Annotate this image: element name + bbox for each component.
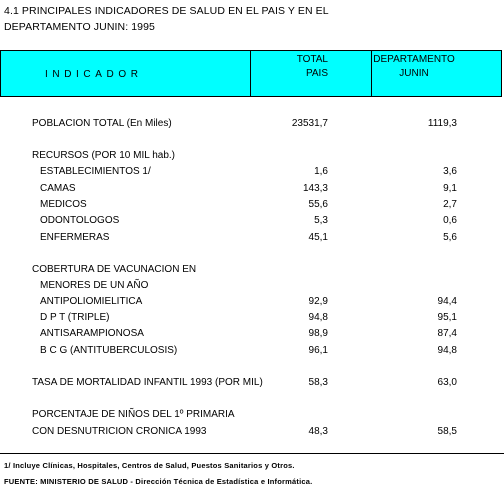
row-junin: 87,4 bbox=[437, 328, 457, 339]
row-junin: 95,1 bbox=[437, 312, 457, 323]
row-junin: 94,4 bbox=[437, 296, 457, 307]
row-label: D P T (TRIPLE) bbox=[40, 312, 110, 323]
table-row bbox=[0, 278, 504, 294]
row-label: CAMAS bbox=[40, 183, 76, 194]
row-junin: 2,7 bbox=[443, 199, 457, 210]
row-total-pais: 58,3 bbox=[308, 377, 328, 388]
row-label: ESTABLECIMIENTOS 1/ bbox=[40, 166, 151, 177]
row-total-pais: 1,6 bbox=[314, 166, 328, 177]
header-total-line-1: TOTAL bbox=[296, 54, 328, 65]
row-junin: 94,8 bbox=[437, 345, 457, 356]
row-junin: 9,1 bbox=[443, 183, 457, 194]
row-junin: 5,6 bbox=[443, 232, 457, 243]
header-total-pais bbox=[250, 53, 328, 81]
table-row bbox=[0, 326, 504, 342]
title-line-1: 4.1 PRINCIPALES INDICADORES DE SALUD EN EL PAIS Y EN EL bbox=[4, 5, 329, 17]
table-row bbox=[0, 181, 504, 197]
table-row bbox=[0, 407, 504, 423]
row-label: B C G (ANTITUBERCULOSIS) bbox=[40, 345, 178, 356]
table-row bbox=[0, 230, 504, 246]
header-depto-line-1: DEPARTAMENTO bbox=[373, 54, 455, 65]
row-junin: 1119,3 bbox=[427, 118, 457, 129]
table-row bbox=[0, 148, 504, 164]
row-label: MEDICOS bbox=[40, 199, 87, 210]
row-total-pais: 55,6 bbox=[308, 199, 328, 210]
table-row bbox=[0, 294, 504, 310]
row-label: CON DESNUTRICION CRONICA 1993 bbox=[32, 426, 207, 437]
table-title bbox=[4, 3, 329, 35]
row-label: ENFERMERAS bbox=[40, 232, 110, 243]
row-label: POBLACION TOTAL (En Miles) bbox=[32, 118, 172, 129]
header-depto-line-2: JUNIN bbox=[399, 68, 429, 79]
row-total-pais: 92,9 bbox=[308, 296, 328, 307]
table-row bbox=[0, 213, 504, 229]
row-junin: 3,6 bbox=[443, 166, 457, 177]
source-note: FUENTE: MINISTERIO DE SALUD - Dirección Técnica de Estadística e Informática. bbox=[4, 477, 313, 486]
row-label: PORCENTAJE DE NIÑOS DEL 1º PRIMARIA bbox=[32, 409, 235, 420]
row-total-pais: 143,3 bbox=[302, 183, 328, 194]
row-total-pais: 45,1 bbox=[308, 232, 328, 243]
table-row bbox=[0, 310, 504, 326]
table-row bbox=[0, 116, 504, 132]
footer-rule bbox=[0, 453, 504, 454]
table-row bbox=[0, 424, 504, 440]
table-header bbox=[0, 50, 502, 97]
header-indicador: INDICADOR bbox=[45, 69, 143, 80]
table-row bbox=[0, 262, 504, 278]
row-total-pais: 98,9 bbox=[308, 328, 328, 339]
footnote: 1/ Incluye Clínicas, Hospitales, Centros de Salud, Puestos Sanitarios y Otros. bbox=[4, 461, 295, 470]
table-row bbox=[0, 375, 504, 391]
row-junin: 63,0 bbox=[437, 377, 457, 388]
row-total-pais: 94,8 bbox=[308, 312, 328, 323]
row-total-pais: 96,1 bbox=[308, 345, 328, 356]
table-row bbox=[0, 343, 504, 359]
header-total-line-2: PAIS bbox=[305, 68, 328, 79]
row-label: TASA DE MORTALIDAD INFANTIL 1993 (POR MIL) bbox=[32, 377, 263, 388]
row-junin: 0,6 bbox=[443, 215, 457, 226]
table-row bbox=[0, 197, 504, 213]
header-departamento-junin bbox=[371, 53, 457, 81]
row-label: COBERTURA DE VACUNACION EN bbox=[32, 264, 197, 275]
row-total-pais: 5,3 bbox=[314, 215, 328, 226]
row-label: ODONTOLOGOS bbox=[40, 215, 120, 226]
table-row bbox=[0, 164, 504, 180]
row-junin: 58,5 bbox=[437, 426, 457, 437]
row-label: MENORES DE UN AÑO bbox=[40, 280, 149, 291]
row-total-pais: 48,3 bbox=[308, 426, 328, 437]
title-line-2: DEPARTAMENTO JUNIN: 1995 bbox=[4, 21, 155, 33]
row-label: ANTIPOLIOMIELITICA bbox=[40, 296, 143, 307]
row-label: ANTISARAMPIONOSA bbox=[40, 328, 144, 339]
row-label: RECURSOS (POR 10 MIL hab.) bbox=[32, 150, 176, 161]
row-total-pais: 23531,7 bbox=[291, 118, 328, 129]
